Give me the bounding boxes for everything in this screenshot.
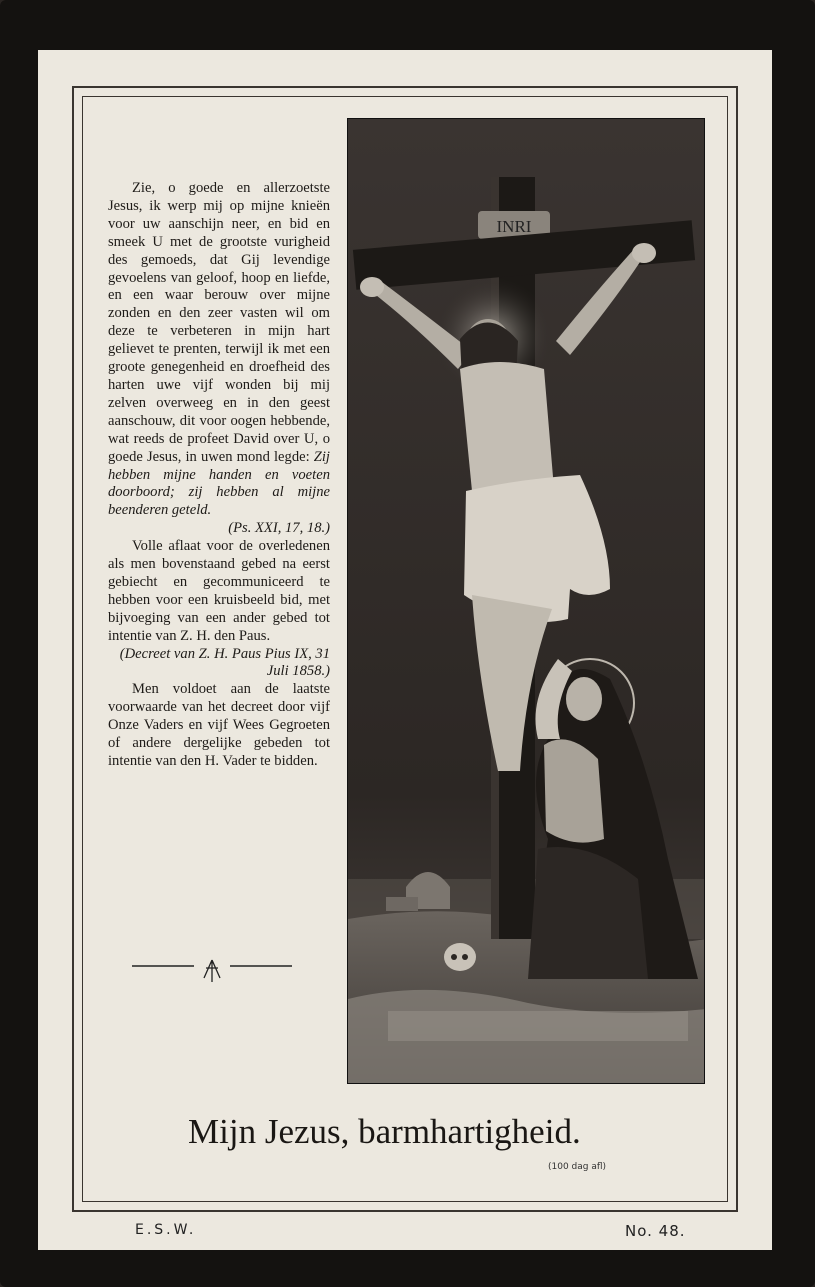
- motto-text: Mijn Jezus, barmhartigheid.: [188, 1112, 581, 1151]
- prayer-text: [108, 180, 330, 771]
- motto: [186, 1098, 646, 1178]
- decree-citation: (Decreet van Z. H. Paus Pius IX, 31 Juli 1858.): [119, 645, 330, 680]
- inri-plaque: INRI: [496, 217, 532, 236]
- indulgence-note: (100 dag afl): [548, 1162, 607, 1172]
- prayer-paragraph-1: Zie, o goede en allerzoetste Jesus, ik werp mij op mijne knieën voor uw aanschijn neer, en bid en smeek U met de grootste vurigheid des gemoeds, dat Gij levendige gevoelens van geloof, hoop en liefde, en een waar berouw over mijne zonden en den zeer vasten wil om deze te verbeteren in mijn hart gelievet te prenten, terwijl ik met een groote genegenheid en droefheid des harten uwe vijf wonden bij mij zelven overweeg en in den geest aanschouw, dit voor oogen hebbende, wat reeds de profeet David over U, o goede Jesus, in uwen mond legde: Zij hebben mijne handen en voeten doorboord; zij hebben al mijne beenderen geteld.: [108, 180, 330, 519]
- ornamental-divider: [132, 958, 292, 988]
- prayer-paragraph-3: Men voldoet aan de laatste voorwaarde van het decreet door vijf Onze Vaders en vijf Wees Gegroeten of andere dergelijke gebeden tot intentie van den H. Vader te bidden.: [108, 681, 330, 769]
- prayer-paragraph-2: Volle aflaat voor de overledenen als men bovenstaand gebed na eerst gebiecht en gecommuniceerd te hebben voor een kruisbeeld bid, met bijvoeging van een ander gebed tot intentie van Z. H. den Paus.: [108, 538, 330, 644]
- crucifixion-image: [347, 118, 705, 1084]
- psalm-quote: Zij hebben mijne handen en voeten doorboord; zij hebben al mijne beenderen geteld.: [108, 448, 330, 519]
- publisher-mark: E.S.W.: [135, 1222, 197, 1238]
- card-number: No. 48.: [625, 1222, 686, 1240]
- psalm-citation: (Ps. XXI, 17, 18.): [228, 520, 330, 537]
